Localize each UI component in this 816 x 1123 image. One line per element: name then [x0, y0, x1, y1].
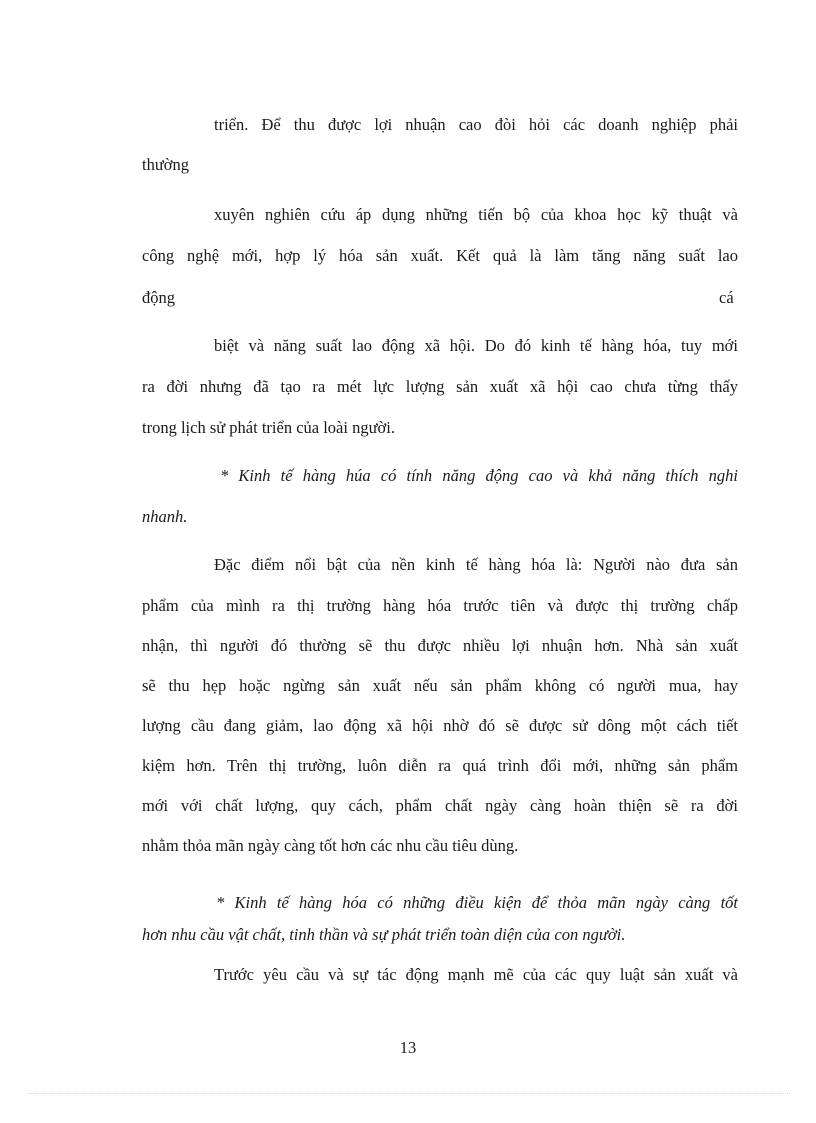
italic-heading-line: nhanh. [142, 507, 188, 526]
text-line: nhận, thì người đó thường sẽ thu được nhiều lợi nhuận hơn. Nhà sản xuất [142, 636, 738, 655]
italic-heading-line: hơn nhu cầu vật chất, tinh thần và sự phát triển toàn diện của con người. [142, 925, 626, 944]
text-line: trong lịch sử phát triển của loài người. [142, 418, 395, 437]
text-line: sẽ thu hẹp hoặc ngừng sản xuất nếu sản phẩm không có người mua, hay [142, 676, 738, 695]
text-line: xuyên nghiên cứu áp dụng những tiến bộ của khoa học kỹ thuật và [214, 205, 738, 224]
text-line: ra đời nhưng đã tạo ra mét lực lượng sản xuất xã hội cao chưa từng thấy [142, 377, 738, 396]
text-line: thường [142, 155, 190, 174]
italic-heading-line: * Kinh tế hàng hóa có những điều kiện để thỏa mãn ngày càng tốt [216, 893, 738, 912]
text-line: động [142, 288, 175, 307]
page-bottom-divider [28, 1093, 790, 1094]
text-line: biệt và năng suất lao động xã hội. Do đó kinh tế hàng hóa, tuy mới [214, 336, 738, 355]
text-line: nhằm thỏa mãn ngày càng tốt hơn các nhu cầu tiêu dùng. [142, 836, 519, 855]
text-line: Trước yêu cầu và sự tác động mạnh mẽ của các quy luật sản xuất và [214, 965, 738, 984]
text-line: Đặc điểm nổi bật của nền kinh tế hàng hóa là: Người nào đưa sản [214, 555, 738, 574]
italic-heading-line: * Kinh tế hàng húa có tính năng động cao và khả năng thích nghi [220, 466, 738, 485]
text-line: công nghệ mới, hợp lý hóa sản xuất. Kết quả là làm tăng năng suất lao [142, 246, 738, 265]
text-line: lượng cầu đang giảm, lao động xã hội nhờ đó sẽ được sử dông một cách tiết [142, 716, 738, 735]
text-line: mới với chất lượng, quy cách, phẩm chất ngày càng hoàn thiện sẽ ra đời [142, 796, 738, 815]
text-line: phẩm của mình ra thị trường hàng hóa trước tiên và được thị trường chấp [142, 596, 738, 615]
text-line: triển. Để thu được lợi nhuận cao đòi hỏi các doanh nghiệp phải [214, 115, 738, 134]
text-line: kiệm hơn. Trên thị trường, luôn diễn ra quá trình đổi mới, những sản phẩm [142, 756, 738, 775]
text-line: cá [719, 288, 734, 307]
page-number: 13 [399, 1038, 417, 1057]
